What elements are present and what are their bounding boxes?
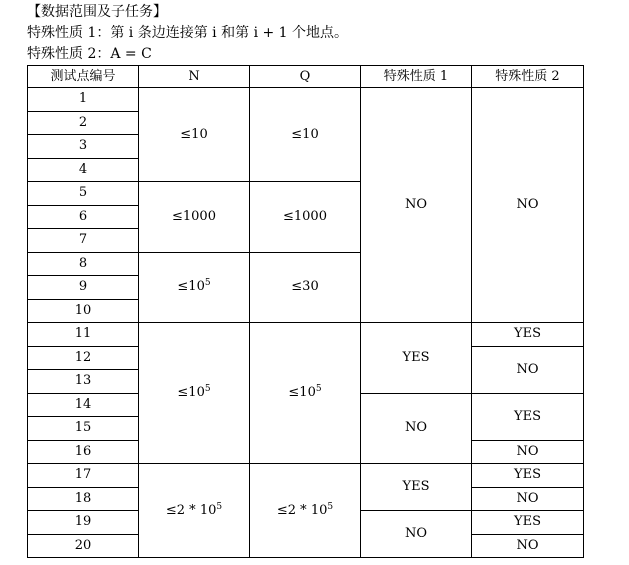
table-row	[28, 464, 584, 488]
test-id-cell: 10	[28, 299, 139, 323]
n-range-cell	[139, 323, 250, 464]
table-header-row	[28, 66, 584, 88]
header-property-2: 特殊性质 2	[472, 66, 584, 88]
q-range-cell	[250, 323, 361, 464]
property-1-cell: NO	[361, 393, 472, 464]
test-id-cell: 19	[28, 511, 139, 535]
test-id-cell: 18	[28, 487, 139, 511]
test-id-cell: 14	[28, 393, 139, 417]
n-range-exponent: 5	[204, 384, 211, 394]
n-range-cell	[139, 464, 250, 558]
header-property-1: 特殊性质 1	[361, 66, 472, 88]
table-row	[28, 88, 584, 112]
test-id-cell: 13	[28, 370, 139, 394]
test-id-cell: 3	[28, 135, 139, 159]
q-range-cell	[250, 464, 361, 558]
property-1-cell: YES	[361, 323, 472, 394]
table-row	[28, 323, 584, 347]
q-range-exponent: 5	[315, 384, 322, 394]
constraints-table	[27, 65, 584, 558]
test-id-cell: 5	[28, 182, 139, 206]
n-range-base: ≤10	[177, 385, 205, 400]
header-q: Q	[250, 66, 361, 88]
n-range-cell	[139, 252, 250, 323]
property-2-cell: NO	[472, 346, 584, 393]
q-range-base: ≤10	[288, 385, 316, 400]
test-id-cell: 15	[28, 417, 139, 441]
test-id-cell: 11	[28, 323, 139, 347]
property-2-cell: YES	[472, 464, 584, 488]
test-id-cell: 17	[28, 464, 139, 488]
section-title: 【数据范围及子任务】	[27, 4, 167, 20]
test-id-cell: 9	[28, 276, 139, 300]
special-property-1-text: 特殊性质 1：第 i 条边连接第 i 和第 i + 1 个地点。	[27, 25, 349, 41]
header-n: N	[139, 66, 250, 88]
test-id-cell: 6	[28, 205, 139, 229]
n-range-base: ≤2 * 10	[165, 502, 217, 518]
property-2-cell: YES	[472, 511, 584, 535]
property-1-cell: NO	[361, 511, 472, 558]
test-id-cell: 20	[28, 534, 139, 558]
test-id-cell: 4	[28, 158, 139, 182]
property-2-cell: NO	[472, 534, 584, 558]
n-range-base: ≤10	[177, 279, 205, 295]
property-2-cell: YES	[472, 393, 584, 440]
header-test-id: 测试点编号	[28, 66, 139, 88]
property-2-cell: NO	[472, 440, 584, 464]
property-2-cell: NO	[472, 487, 584, 511]
n-range-exponent: 5	[204, 278, 211, 289]
test-id-cell: 8	[28, 252, 139, 276]
q-range-exponent: 5	[327, 501, 334, 512]
test-id-cell: 2	[28, 111, 139, 135]
q-range-cell: ≤10	[250, 88, 361, 182]
n-range-cell: ≤10	[139, 88, 250, 182]
q-range-base: ≤2 * 10	[276, 502, 328, 518]
q-range-cell: ≤1000	[250, 182, 361, 253]
test-id-cell: 1	[28, 88, 139, 112]
property-1-cell: NO	[361, 88, 472, 323]
n-range-exponent: 5	[216, 501, 223, 512]
test-id-cell: 12	[28, 346, 139, 370]
n-range-cell: ≤1000	[139, 182, 250, 253]
test-id-cell: 16	[28, 440, 139, 464]
test-id-cell: 7	[28, 229, 139, 253]
property-2-cell: YES	[472, 323, 584, 347]
property-2-cell: NO	[472, 88, 584, 323]
special-property-2-text: 特殊性质 2：A = C	[27, 46, 152, 62]
property-1-cell: YES	[361, 464, 472, 511]
q-range-cell: ≤30	[250, 252, 361, 323]
